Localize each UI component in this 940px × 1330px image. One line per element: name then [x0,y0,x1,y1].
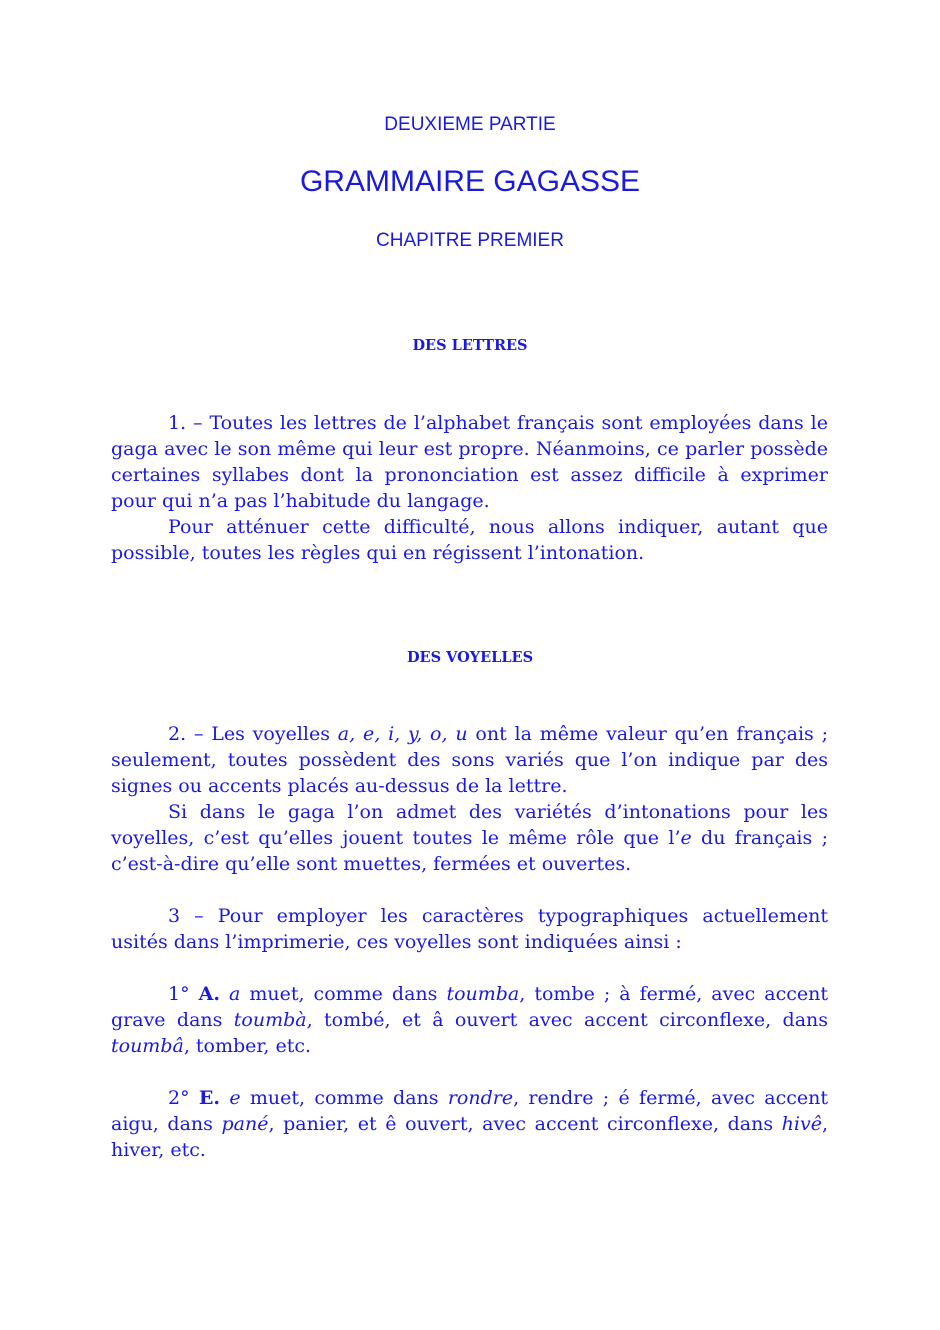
vowel-label-a: A. [198,983,220,1005]
chapter-label: CHAPITRE PREMIER [376,230,564,251]
text-run: muet, comme dans [240,983,447,1005]
page-title: GRAMMAIRE GAGASSE [299,165,641,198]
vowel-letter: a [229,983,241,1005]
text-run: , tombe ; à fermé, avec accent grave dans [111,983,828,1031]
paragraph-1: 1. – Toutes les lettres de l’alphabet français sont employées dans le gaga avec le son même qui leur est propre. Néanmoins, ce parler possède certaines syllabes dont la prononciation est assez difficile à exprimer pour qui n’a pas l’habitude du langage. [111,412,828,512]
vowel-label-e: E. [198,1087,221,1109]
example-word: hivê [781,1113,822,1135]
section-voyelles-body [111,721,828,1163]
example-word: toumbâ [111,1035,184,1057]
section-heading-lettres: DES LETTRES [412,337,528,354]
item-number: 1° [168,983,199,1005]
part-label: DEUXIEME PARTIE [384,114,556,135]
paragraph-vowel-e [111,1085,828,1163]
text-run: , hiver, etc. [111,1113,829,1161]
section-lettres-body [111,410,828,566]
vowel-list: a, e, i, y, o, u [337,723,468,745]
item-number: 2° [168,1087,199,1109]
paragraph-2b [111,799,828,877]
example-word: rondre [447,1087,514,1109]
paragraph-2b-lead: Si dans le gaga l’on admet des variétés d’intonations pour les voyelles, c’est qu’elles jouent toutes le même rôle que l’ [111,801,828,849]
paragraph-1b: Pour atténuer cette difficulté, nous allons indiquer, autant que possible, toutes les règles qui en régissent l’intonation. [111,516,828,564]
text-run: muet, comme dans [240,1087,448,1109]
example-word: pané [221,1113,269,1135]
spacer [220,983,229,1005]
paragraph-2-lead: 2. – Les voyelles [168,723,338,745]
text-run: , panier, et ê ouvert, avec accent circonflexe, dans [268,1113,782,1135]
example-word: toumbà [233,1009,307,1031]
text-run: , rendre ; é fermé, avec accent aigu, dans [111,1087,828,1135]
example-word: toumba [446,983,520,1005]
paragraph-2b-rest: du français ; c’est-à-dire qu’elle sont muettes, fermées et ouvertes. [111,827,828,875]
paragraph-2 [111,721,828,799]
spacer [220,1087,229,1109]
paragraph-3: 3 – Pour employer les caractères typographiques actuellement usités dans l’imprimerie, ces voyelles sont indiquées ainsi : [111,905,828,953]
text-run: , tombé, et â ouvert avec accent circonflexe, dans [306,1009,829,1031]
text-run: , tomber, etc. [183,1035,312,1057]
letter-e: e [680,827,692,849]
paragraph-vowel-a [111,981,828,1059]
vowel-letter: e [229,1087,241,1109]
section-heading-voyelles: DES VOYELLES [406,649,534,666]
paragraph-2-rest: ont la même valeur qu’en français ; seulement, toutes possèdent des sons variés que l’on indique par des signes ou accents placés au-dessus de la lettre. [111,723,829,797]
